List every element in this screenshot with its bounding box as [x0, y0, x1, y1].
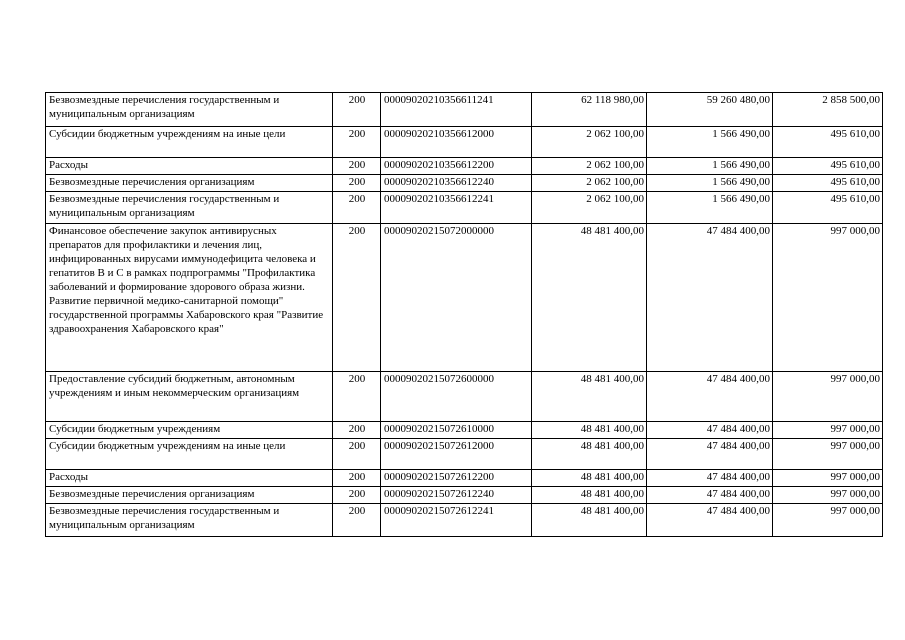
row-amount-3-cell: 997 000,00: [773, 504, 883, 537]
row-name-cell: Финансовое обеспечение закупок антивирусных препаратов для профилактики и лечения лиц, инфицированных вирусами иммунодефицита человека и гепатитов B и C в рамках подпрограммы "Профилактика заболеваний и формирование здорового образа жизни. Развитие первичной медико-санитарной помощи" государственной программы Хабаровского края "Развитие здравоохранения Хабаровского края": [46, 224, 333, 372]
table-body: [46, 93, 883, 537]
row-amount-1-cell: 2 062 100,00: [532, 158, 647, 175]
row-amount-1-cell: 48 481 400,00: [532, 439, 647, 470]
row-csr-cell: 00009020215072612240: [381, 487, 532, 504]
row-amount-3-cell: 997 000,00: [773, 470, 883, 487]
row-csr-cell: 00009020215072612000: [381, 439, 532, 470]
row-amount-3-cell: 495 610,00: [773, 127, 883, 158]
row-amount-2-cell: 1 566 490,00: [647, 175, 773, 192]
row-code-cell: 200: [333, 504, 381, 537]
table-row: [46, 439, 883, 470]
row-amount-2-cell: 1 566 490,00: [647, 158, 773, 175]
row-name-cell: Безвозмездные перечисления государственным и муниципальным организациям: [46, 504, 333, 537]
row-name-cell: Субсидии бюджетным учреждениям на иные цели: [46, 127, 333, 158]
row-code-cell: 200: [333, 158, 381, 175]
row-csr-cell: 00009020215072610000: [381, 422, 532, 439]
row-amount-3-cell: 495 610,00: [773, 158, 883, 175]
row-name-cell: Безвозмездные перечисления организациям: [46, 175, 333, 192]
row-code-cell: 200: [333, 372, 381, 422]
row-amount-1-cell: 48 481 400,00: [532, 470, 647, 487]
row-amount-2-cell: 1 566 490,00: [647, 192, 773, 224]
row-name-cell: Безвозмездные перечисления государственным и муниципальным организациям: [46, 93, 333, 127]
row-code-cell: 200: [333, 224, 381, 372]
table-row: [46, 175, 883, 192]
table-row: [46, 470, 883, 487]
row-amount-1-cell: 2 062 100,00: [532, 127, 647, 158]
row-name-cell: Безвозмездные перечисления организациям: [46, 487, 333, 504]
row-amount-1-cell: 48 481 400,00: [532, 224, 647, 372]
row-amount-3-cell: 997 000,00: [773, 422, 883, 439]
row-amount-1-cell: 48 481 400,00: [532, 372, 647, 422]
row-csr-cell: 00009020215072600000: [381, 372, 532, 422]
row-code-cell: 200: [333, 93, 381, 127]
row-amount-1-cell: 2 062 100,00: [532, 192, 647, 224]
row-name-cell: Субсидии бюджетным учреждениям на иные цели: [46, 439, 333, 470]
row-amount-2-cell: 1 566 490,00: [647, 127, 773, 158]
row-csr-cell: 00009020210356612240: [381, 175, 532, 192]
row-csr-cell: 00009020215072612200: [381, 470, 532, 487]
row-csr-cell: 00009020210356612000: [381, 127, 532, 158]
row-amount-2-cell: 47 484 400,00: [647, 487, 773, 504]
row-code-cell: 200: [333, 470, 381, 487]
row-amount-1-cell: 2 062 100,00: [532, 175, 647, 192]
row-csr-cell: 00009020215072000000: [381, 224, 532, 372]
row-code-cell: 200: [333, 175, 381, 192]
row-amount-3-cell: 495 610,00: [773, 192, 883, 224]
table-row: [46, 487, 883, 504]
table-row: [46, 224, 883, 372]
row-amount-3-cell: 495 610,00: [773, 175, 883, 192]
row-amount-1-cell: 48 481 400,00: [532, 487, 647, 504]
row-amount-2-cell: 47 484 400,00: [647, 439, 773, 470]
table-row: [46, 504, 883, 537]
row-amount-3-cell: 997 000,00: [773, 487, 883, 504]
row-code-cell: 200: [333, 192, 381, 224]
row-csr-cell: 00009020210356612200: [381, 158, 532, 175]
table-row: [46, 158, 883, 175]
row-name-cell: Расходы: [46, 158, 333, 175]
row-amount-2-cell: 47 484 400,00: [647, 504, 773, 537]
table-row: [46, 422, 883, 439]
row-code-cell: 200: [333, 127, 381, 158]
row-code-cell: 200: [333, 439, 381, 470]
row-code-cell: 200: [333, 487, 381, 504]
row-name-cell: Безвозмездные перечисления государственным и муниципальным организациям: [46, 192, 333, 224]
row-amount-3-cell: 997 000,00: [773, 439, 883, 470]
table-row: [46, 192, 883, 224]
row-name-cell: Предоставление субсидий бюджетным, автономным учреждениям и иным некоммерческим организациям: [46, 372, 333, 422]
row-amount-2-cell: 47 484 400,00: [647, 422, 773, 439]
row-amount-2-cell: 47 484 400,00: [647, 372, 773, 422]
row-csr-cell: 00009020210356611241: [381, 93, 532, 127]
row-csr-cell: 00009020210356612241: [381, 192, 532, 224]
row-amount-3-cell: 997 000,00: [773, 372, 883, 422]
row-amount-1-cell: 48 481 400,00: [532, 504, 647, 537]
row-amount-2-cell: 47 484 400,00: [647, 224, 773, 372]
row-amount-3-cell: 997 000,00: [773, 224, 883, 372]
table-row: [46, 93, 883, 127]
row-amount-1-cell: 62 118 980,00: [532, 93, 647, 127]
row-amount-2-cell: 47 484 400,00: [647, 470, 773, 487]
row-name-cell: Расходы: [46, 470, 333, 487]
budget-table: [45, 92, 883, 537]
row-amount-1-cell: 48 481 400,00: [532, 422, 647, 439]
table-row: [46, 127, 883, 158]
row-amount-3-cell: 2 858 500,00: [773, 93, 883, 127]
row-name-cell: Субсидии бюджетным учреждениям: [46, 422, 333, 439]
table-row: [46, 372, 883, 422]
row-amount-2-cell: 59 260 480,00: [647, 93, 773, 127]
row-code-cell: 200: [333, 422, 381, 439]
row-csr-cell: 00009020215072612241: [381, 504, 532, 537]
